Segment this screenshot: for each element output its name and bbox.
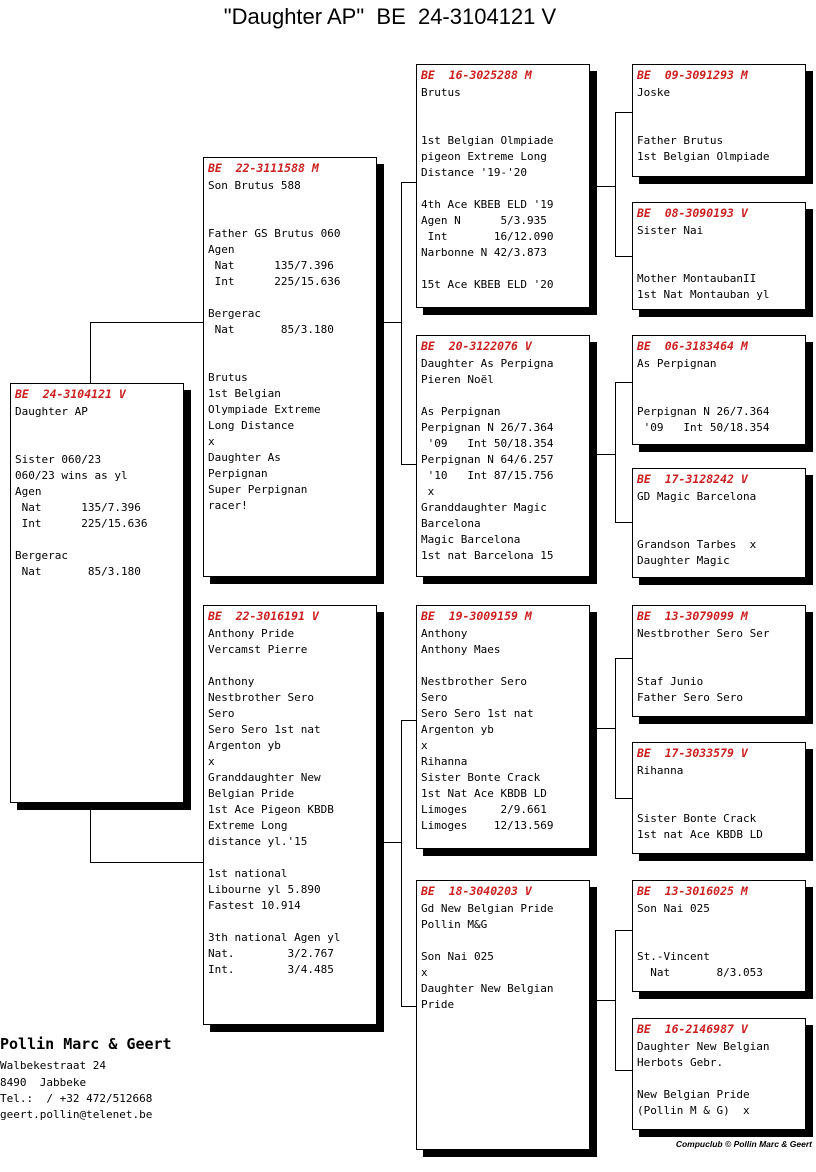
connector-line [615, 382, 633, 383]
pigeon-info-line: 1st Belgian Olmpiade [637, 150, 770, 163]
pigeon-card-ssd[interactable] [632, 202, 806, 310]
ring-number: BE 17-3128242 V [637, 472, 748, 486]
pigeon-info-line: 3th national Agen yl [208, 931, 341, 944]
connector-line [590, 186, 615, 187]
pigeon-info-line: Herbots Gebr. [637, 1056, 724, 1069]
connector-line [615, 112, 616, 256]
pigeon-info-line: Daughter AP [15, 405, 88, 418]
pigeon-info-line: Daughter New Belgian [637, 1040, 770, 1053]
pigeon-info-line: Sister Bonte Crack [637, 812, 757, 825]
pigeon-info-line: Nestbrother Sero [208, 691, 314, 704]
pigeon-card-sdd[interactable] [632, 468, 806, 578]
pigeon-info-line: New Belgian Pride [637, 1088, 750, 1101]
pigeon-info-line: Son Nai 025 [421, 950, 494, 963]
pigeon-info-line: distance yl.'15 [208, 835, 308, 848]
pigeon-info-line: 1st national [208, 867, 288, 880]
ring-number: BE 17-3033579 V [637, 746, 748, 760]
ring-number: BE 09-3091293 M [637, 68, 748, 82]
pigeon-info-line: As Perpignan [421, 405, 501, 418]
pigeon-card-dam[interactable] [203, 605, 377, 1025]
pigeon-info-line: '10 Int 87/15.756 [421, 469, 554, 482]
pigeon-info-line: racer! [208, 499, 248, 512]
pigeon-info-line [421, 117, 585, 133]
pigeon-info-line: St.-Vincent [637, 950, 710, 963]
pigeon-info-line: Pride [421, 998, 455, 1011]
ring-number: BE 18-3040203 V [421, 884, 532, 898]
pigeon-info-line: Rihanna [421, 755, 468, 768]
connector-line [615, 522, 633, 523]
pigeon-info-line: 1st Ace Pigeon KBDB [208, 803, 334, 816]
pigeon-info-line: Sister Bonte Crack [421, 771, 541, 784]
pigeon-info-line: Son Brutus 588 [208, 179, 301, 192]
ring-number: BE 24-3104121 V [15, 387, 126, 401]
connector-line [401, 182, 417, 183]
pigeon-info-line: Agen [15, 485, 42, 498]
connector-line [615, 256, 633, 257]
pigeon-info-line: Perpignan N 64/6.257 [421, 453, 554, 466]
owner-name: Pollin Marc & Geert [0, 1035, 172, 1053]
pigeon-info-line [421, 101, 585, 117]
pigeon-info-line: Long Distance [208, 419, 295, 432]
pigeon-info-line: Anthony [421, 627, 468, 640]
pigeon-card-sire[interactable] [203, 157, 377, 577]
connector-line [615, 658, 633, 659]
pigeon-info-line: Distance '19-'20 [421, 166, 527, 179]
pigeon-info-line: Daughter As Perpigna [421, 357, 554, 370]
pigeon-card-dam-dam[interactable] [416, 880, 590, 1150]
pigeon-card-ddd[interactable] [632, 1018, 806, 1130]
pigeon-info-line: Belgian Pride [208, 787, 295, 800]
pigeon-card-dds[interactable] [632, 880, 806, 992]
pigeon-info-line: pigeon Extreme Long [421, 150, 547, 163]
pigeon-info-line: 1st nat Barcelona 15 [421, 549, 554, 562]
pigeon-info-line [637, 521, 801, 537]
pigeon-info-line: Narbonne N 42/3.873 [421, 246, 547, 259]
pigeon-info-line: Pieren Noël [421, 373, 494, 386]
pigeon-card-dss[interactable] [632, 605, 806, 717]
pigeon-info-line: x [208, 435, 215, 448]
connector-line [590, 454, 615, 455]
pigeon-info-line: Nat. 3/2.767 [208, 947, 334, 960]
connector-line [615, 112, 633, 113]
pigeon-info-line: Nat 8/3.053 [637, 966, 763, 979]
pigeon-info-line [637, 101, 801, 117]
pigeon-info-line: As Perpignan [637, 357, 717, 370]
connector-line [401, 1006, 417, 1007]
pigeon-info-line: 15t Ace KBEB ELD '20 [421, 278, 554, 291]
pigeon-info-line: Int 225/15.636 [208, 275, 341, 288]
pigeon-info-line [637, 642, 801, 658]
pigeon-info-line: 060/23 wins as yl [15, 469, 128, 482]
pigeon-info-line: Nat 135/7.396 [208, 259, 334, 272]
pigeon-info-line [637, 255, 801, 271]
pigeon-info-line [637, 505, 801, 521]
ring-number: BE 13-3016025 M [637, 884, 748, 898]
pigeon-info-line: Perpignan [208, 467, 268, 480]
pigeon-card-sds[interactable] [632, 335, 806, 445]
pigeon-info-line: x [208, 755, 215, 768]
pigeon-info-line: Agen N 5/3.935 [421, 214, 547, 227]
pigeon-info-line [637, 388, 801, 404]
connector-line [377, 322, 401, 323]
pigeon-info-line [15, 532, 179, 548]
connector-line [615, 382, 616, 522]
connector-line [615, 658, 616, 798]
ring-number: BE 19-3009159 M [421, 609, 532, 623]
pigeon-info-line: 1st Belgian [208, 387, 281, 400]
pigeon-info-line: Pollin M&G [421, 918, 488, 931]
pigeon-info-line [208, 338, 372, 354]
pigeon-info-line: Mother MontaubanII [637, 272, 757, 285]
pigeon-info-line: '09 Int 50/18.354 [421, 437, 554, 450]
pigeon-info-line: Agen [208, 243, 235, 256]
pigeon-info-line [421, 181, 585, 197]
owner-email[interactable]: geert.pollin@telenet.be [0, 1108, 153, 1121]
connector-line [90, 322, 204, 323]
pigeon-card-dsd[interactable] [632, 742, 806, 854]
pigeon-info-line: Granddaughter New [208, 771, 321, 784]
pigeon-info-line [637, 372, 801, 388]
pigeon-info-line [637, 917, 801, 933]
connector-line [401, 720, 402, 1006]
pigeon-info-line: Bergerac [208, 307, 261, 320]
pigeon-info-line [421, 933, 585, 949]
ring-number: BE 06-3183464 M [637, 339, 748, 353]
pigeon-info-line: Rihanna [637, 764, 684, 777]
pigeon-info-line [421, 658, 585, 674]
pigeon-card-dam-sire[interactable] [416, 605, 590, 849]
ring-number: BE 08-3090193 V [637, 206, 748, 220]
pigeon-info-line: Nat 135/7.396 [15, 501, 141, 514]
connector-line [401, 720, 417, 721]
pigeon-info-line: Fastest 10.914 [208, 899, 301, 912]
pigeon-info-line [421, 261, 585, 277]
connector-line [90, 862, 204, 863]
pigeon-info-line: Extreme Long [208, 819, 288, 832]
pigeon-info-line [15, 420, 179, 436]
pigeon-card-sire-dam[interactable] [416, 335, 590, 577]
connector-line [90, 802, 91, 862]
pigeon-info-line: x [421, 966, 428, 979]
pigeon-info-line: 4th Ace KBEB ELD '19 [421, 198, 554, 211]
connector-line [590, 1000, 615, 1001]
connector-line [401, 182, 402, 464]
copyright-footer: Compuclub © Pollin Marc & Geert [675, 1139, 812, 1149]
pigeon-info-line: Limoges 2/9.661 [421, 803, 547, 816]
pigeon-info-line [208, 290, 372, 306]
pigeon-info-line: Father Brutus [637, 134, 724, 147]
pigeon-info-line: Int 16/12.090 [421, 230, 554, 243]
pigeon-info-line: Staf Junio [637, 675, 704, 688]
connector-line [615, 930, 616, 1070]
pigeon-info-line: Int 225/15.636 [15, 517, 148, 530]
pigeon-info-line [637, 779, 801, 795]
connector-line [615, 930, 633, 931]
pigeon-info-line: Anthony Pride [208, 627, 295, 640]
pigeon-info-line: '09 Int 50/18.354 [637, 421, 770, 434]
pigeon-info-line: Grandson Tarbes x [637, 538, 757, 551]
connector-line [90, 322, 91, 384]
pigeon-info-line: Libourne yl 5.890 [208, 883, 321, 896]
pigeon-info-line [208, 210, 372, 226]
pigeon-info-line: Sero [208, 707, 235, 720]
pigeon-info-line [637, 1071, 801, 1087]
pigeon-info-line: Brutus [421, 86, 461, 99]
pigeon-info-line: Brutus [208, 371, 248, 384]
pigeon-info-line: Sero Sero 1st nat [208, 723, 321, 736]
pigeon-info-line: 1st nat Ace KBDB LD [637, 828, 763, 841]
pigeon-info-line [208, 194, 372, 210]
pigeon-info-line: Nat 85/3.180 [208, 323, 334, 336]
owner-phone: Tel.: / +32 472/512668 [0, 1092, 153, 1105]
pigeon-info-line: Son Nai 025 [637, 902, 710, 915]
ring-number: BE 13-3079099 M [637, 609, 748, 623]
pigeon-info-line: Anthony Maes [421, 643, 501, 656]
pigeon-info-line: 1st Nat Ace KBDB LD [421, 787, 547, 800]
pigeon-info-line: Barcelona [421, 517, 481, 530]
pigeon-info-line: Anthony [208, 675, 255, 688]
pigeon-card-sire-sire[interactable] [416, 64, 590, 308]
pigeon-info-line: GD Magic Barcelona [637, 490, 757, 503]
pigeon-info-line: Daughter As [208, 451, 281, 464]
pigeon-info-line [208, 354, 372, 370]
pigeon-info-line [208, 850, 372, 866]
pigeon-info-line [208, 658, 372, 674]
pigeon-info-line [637, 658, 801, 674]
pigeon-info-line: Nestbrother Sero [421, 675, 527, 688]
pigeon-info-line [208, 914, 372, 930]
pigeon-info-line: Nestbrother Sero Ser [637, 627, 770, 640]
connector-line [590, 728, 615, 729]
pigeon-info-line: Super Perpignan [208, 483, 308, 496]
ring-number: BE 20-3122076 V [421, 339, 532, 353]
pigeon-info-line: Daughter New Belgian [421, 982, 554, 995]
connector-line [401, 464, 417, 465]
pigeon-info-line: Perpignan N 26/7.364 [421, 421, 554, 434]
pigeon-info-line: Perpignan N 26/7.364 [637, 405, 770, 418]
pigeon-info-line: Joske [637, 86, 671, 99]
owner-address-street: Walbekestraat 24 [0, 1059, 106, 1072]
pigeon-info-line [421, 388, 585, 404]
pigeon-card-subject[interactable] [10, 383, 184, 803]
pigeon-info-line: Argenton yb [208, 739, 281, 752]
pigeon-info-line [637, 795, 801, 811]
pigeon-info-line: 1st Nat Montauban yl [637, 288, 770, 301]
pigeon-info-line: x [421, 739, 428, 752]
pigeon-info-line: Int. 3/4.485 [208, 963, 334, 976]
pigeon-info-line: Sister 060/23 [15, 453, 102, 466]
ring-number: BE 22-3016191 V [208, 609, 319, 623]
pigeon-info-line: Magic Barcelona [421, 533, 521, 546]
pigeon-info-line: Granddaughter Magic [421, 501, 547, 514]
pigeon-info-line: Bergerac [15, 549, 68, 562]
pigeon-info-line: Sero [421, 691, 448, 704]
connector-line [615, 798, 633, 799]
pigeon-info-line: Sister Nai [637, 224, 704, 237]
pigeon-info-line: Argenton yb [421, 723, 494, 736]
pigeon-info-line: Nat 85/3.180 [15, 565, 141, 578]
pigeon-info-line: Olympiade Extreme [208, 403, 321, 416]
pigeon-info-line [637, 239, 801, 255]
pigeon-info-line: Father GS Brutus 060 [208, 227, 341, 240]
pigeon-info-line: (Pollin M & G) x [637, 1104, 750, 1117]
pigeon-card-sss[interactable] [632, 64, 806, 177]
connector-line [377, 842, 401, 843]
owner-address-city: 8490 Jabbeke [0, 1076, 87, 1089]
pigeon-info-line: Limoges 12/13.569 [421, 819, 554, 832]
pigeon-info-line: 1st Belgian Olmpiade [421, 134, 554, 147]
ring-number: BE 16-2146987 V [637, 1022, 748, 1036]
ring-number: BE 22-3111588 M [208, 161, 319, 175]
pigeon-info-line: Sero Sero 1st nat [421, 707, 534, 720]
pigeon-info-line: Gd New Belgian Pride [421, 902, 554, 915]
pigeon-info-line: Vercamst Pierre [208, 643, 308, 656]
connector-line [615, 1070, 633, 1071]
pigeon-info-line [15, 436, 179, 452]
pigeon-info-line: x [421, 485, 435, 498]
pigeon-info-line [637, 933, 801, 949]
pigeon-info-line: Father Sero Sero [637, 691, 743, 704]
pigeon-info-line [637, 117, 801, 133]
pigeon-info-line: Daughter Magic [637, 554, 730, 567]
pedigree-title: "Daughter AP" BE 24-3104121 V [223, 4, 557, 29]
ring-number: BE 16-3025288 M [421, 68, 532, 82]
